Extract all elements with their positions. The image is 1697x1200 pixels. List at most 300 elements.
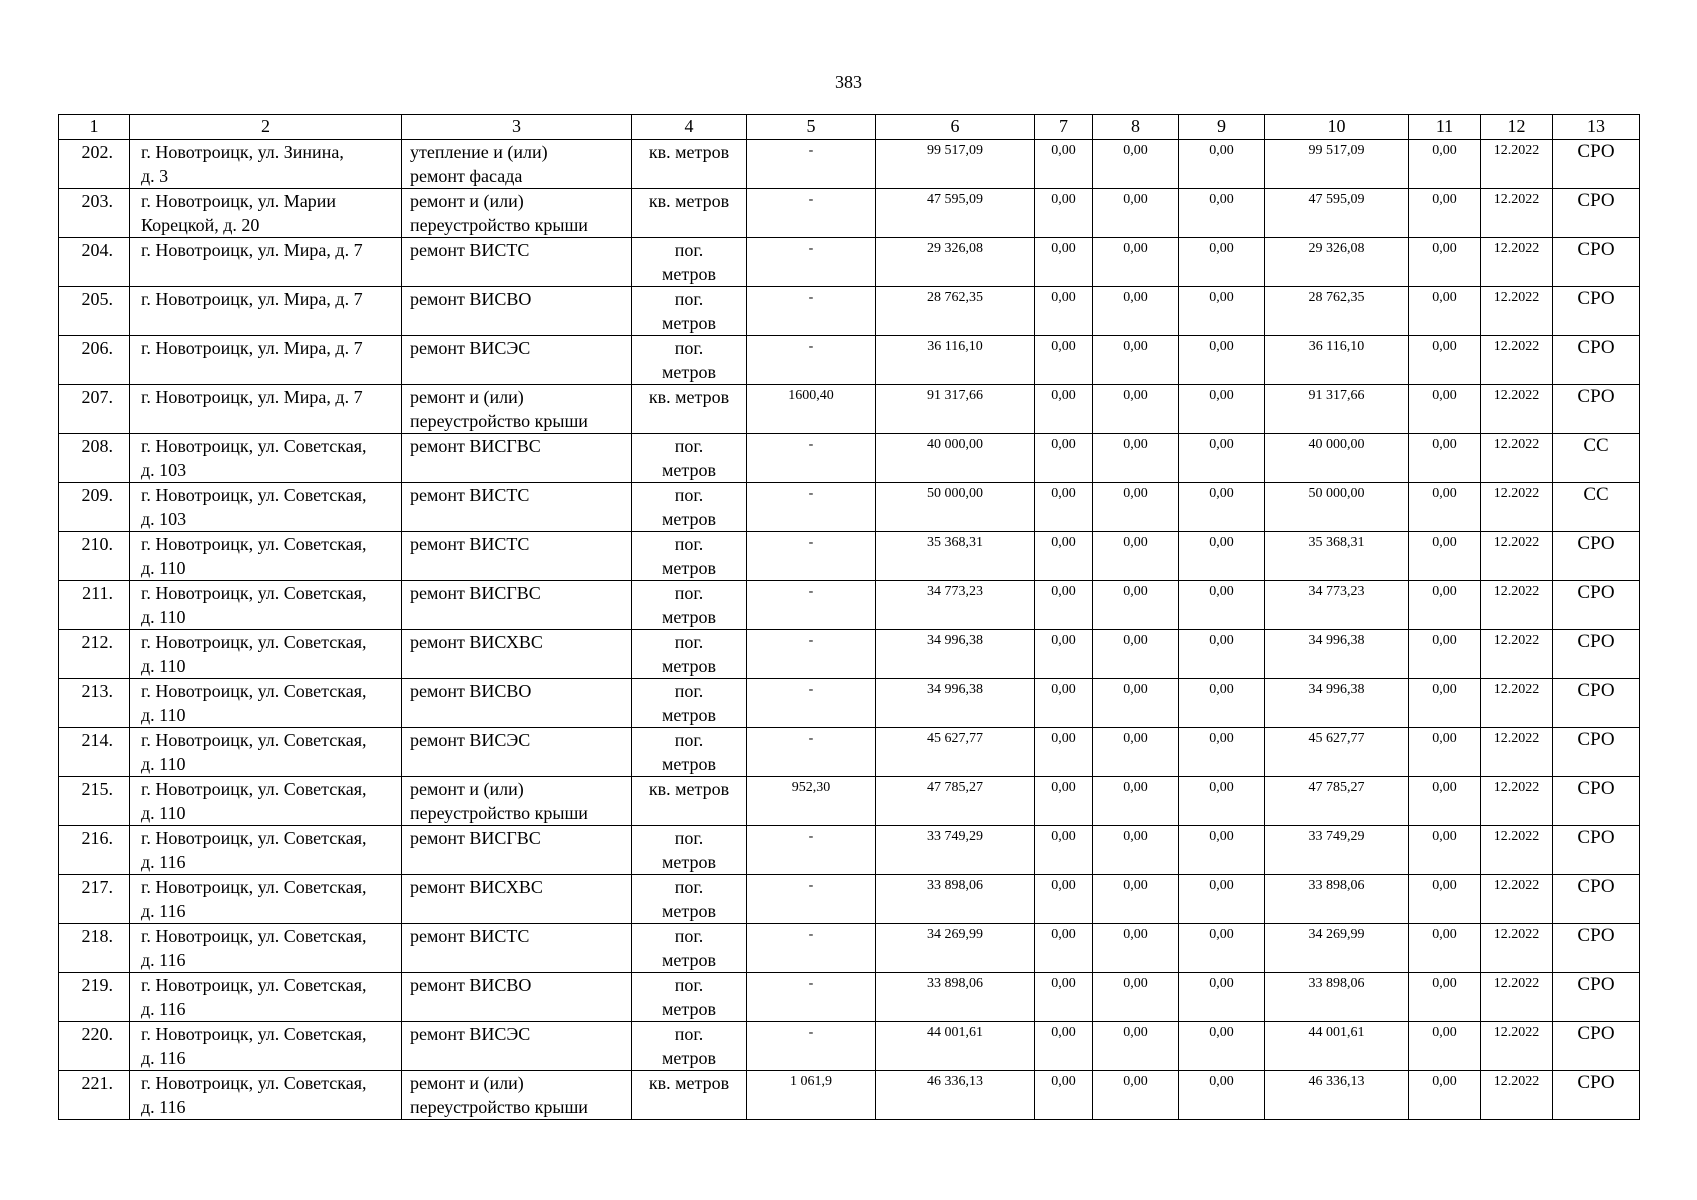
address-cell: [130, 140, 402, 189]
col7-cell: [1035, 434, 1093, 483]
table-row: [59, 434, 1640, 483]
col8-cell-line-1: 0,00: [1123, 437, 1148, 452]
work-type-cell: [402, 189, 632, 238]
completion-date-cell-line-1: 12.2022: [1493, 290, 1540, 305]
col11-cell-line-1: 0,00: [1432, 633, 1457, 648]
row-number: [59, 532, 130, 581]
unit-cell-line-1: пог.: [674, 485, 704, 505]
quantity-cell-line-1: -: [808, 584, 814, 599]
executor-cell-line-1: СРО: [1577, 680, 1615, 701]
address-cell-line-1: г. Новотроицк, ул. Мира, д. 7: [141, 387, 363, 407]
completion-date-cell-line-1: 12.2022: [1493, 388, 1540, 403]
col7-cell: [1035, 336, 1093, 385]
unit-cell: [632, 924, 747, 973]
quantity-cell-line-1: -: [808, 339, 814, 354]
executor-cell: [1553, 973, 1640, 1022]
col10-cell-line-1: 36 116,10: [1308, 339, 1365, 354]
row-number: [59, 1071, 130, 1120]
row-number-line-1: 218.: [81, 926, 113, 946]
row-number: [59, 875, 130, 924]
col11-cell: [1409, 287, 1481, 336]
total-cost-cell: [876, 483, 1035, 532]
row-number-line-1: 205.: [81, 289, 113, 309]
quantity-cell: [747, 336, 876, 385]
quantity-cell-line-1: -: [808, 633, 814, 648]
total-cost-cell-line-1: 34 269,99: [927, 927, 983, 942]
table-row: [59, 189, 1640, 238]
address-cell: [130, 483, 402, 532]
col10-cell-line-1: 34 773,23: [1308, 584, 1365, 599]
address-cell-line-2: д. 110: [141, 656, 186, 676]
col9-cell-line-1: 0,00: [1209, 192, 1234, 207]
completion-date-cell: [1481, 238, 1553, 287]
work-type-cell: [402, 238, 632, 287]
unit-cell: [632, 189, 747, 238]
address-cell-line-2: д. 116: [141, 999, 186, 1019]
col7-cell-line-1: 0,00: [1051, 878, 1076, 893]
unit-cell-line-1: пог.: [674, 681, 704, 701]
col7-cell: [1035, 1022, 1093, 1071]
work-type-cell: [402, 679, 632, 728]
col8-cell-line-1: 0,00: [1123, 143, 1148, 158]
completion-date-cell: [1481, 924, 1553, 973]
completion-date-cell-line-1: 12.2022: [1493, 731, 1540, 746]
completion-date-cell: [1481, 532, 1553, 581]
col8-cell-line-1: 0,00: [1123, 339, 1148, 354]
col10-cell: [1265, 679, 1409, 728]
col11-cell-line-1: 0,00: [1432, 339, 1457, 354]
address-cell-line-1: г. Новотроицк, ул. Советская,: [141, 926, 367, 946]
unit-cell: [632, 875, 747, 924]
col7-cell-line-1: 0,00: [1051, 535, 1076, 550]
executor-cell: [1553, 728, 1640, 777]
col10-cell-line-1: 46 336,13: [1308, 1074, 1365, 1089]
completion-date-cell: [1481, 875, 1553, 924]
col10-cell: [1265, 140, 1409, 189]
total-cost-cell-line-1: 46 336,13: [927, 1074, 983, 1089]
col8-cell-line-1: 0,00: [1123, 878, 1148, 893]
executor-cell-line-1: СРО: [1577, 631, 1615, 652]
total-cost-cell-line-1: 36 116,10: [927, 339, 983, 354]
completion-date-cell-line-1: 12.2022: [1493, 780, 1540, 795]
executor-cell: [1553, 385, 1640, 434]
address-cell-line-1: г. Новотроицк, ул. Зинина,: [141, 142, 344, 162]
col9-cell: [1179, 875, 1265, 924]
table-row: [59, 581, 1640, 630]
unit-cell-line-2: метров: [662, 264, 716, 284]
address-cell-line-2: д. 116: [141, 1097, 186, 1117]
executor-cell-line-1: СРО: [1577, 925, 1615, 946]
quantity-cell-line-1: -: [808, 682, 814, 697]
work-type-cell: [402, 777, 632, 826]
address-cell-line-2: д. 116: [141, 950, 186, 970]
total-cost-cell: [876, 336, 1035, 385]
unit-cell-line-1: пог.: [674, 632, 704, 652]
executor-cell-line-1: СРО: [1577, 778, 1615, 799]
col8-cell-line-1: 0,00: [1123, 241, 1148, 256]
col7-cell: [1035, 630, 1093, 679]
completion-date-cell: [1481, 434, 1553, 483]
table-row: [59, 1071, 1640, 1120]
col9-cell-line-1: 0,00: [1209, 1025, 1234, 1040]
work-type-cell: [402, 875, 632, 924]
col8-cell: [1093, 826, 1179, 875]
unit-cell-line-2: метров: [662, 509, 716, 529]
col8-cell: [1093, 679, 1179, 728]
row-number-line-1: 217.: [81, 877, 113, 897]
col11-cell: [1409, 875, 1481, 924]
total-cost-cell: [876, 287, 1035, 336]
work-type-cell: [402, 287, 632, 336]
row-number: [59, 630, 130, 679]
col7-cell: [1035, 777, 1093, 826]
unit-cell: [632, 777, 747, 826]
col11-cell: [1409, 728, 1481, 777]
column-header-4: 4: [632, 115, 747, 140]
col8-cell-line-1: 0,00: [1123, 633, 1148, 648]
total-cost-cell-line-1: 34 996,38: [927, 633, 983, 648]
row-number: [59, 385, 130, 434]
quantity-cell: [747, 238, 876, 287]
row-number-line-1: 203.: [81, 191, 113, 211]
col7-cell-line-1: 0,00: [1051, 486, 1076, 501]
address-cell-line-1: г. Новотроицк, ул. Мира, д. 7: [141, 338, 363, 358]
row-number-line-1: 215.: [81, 779, 113, 799]
col7-cell: [1035, 140, 1093, 189]
unit-cell: [632, 1022, 747, 1071]
col7-cell: [1035, 238, 1093, 287]
col10-cell-line-1: 34 996,38: [1308, 682, 1365, 697]
work-type-cell: [402, 924, 632, 973]
col11-cell: [1409, 189, 1481, 238]
address-cell-line-1: г. Новотроицк, ул. Советская,: [141, 534, 367, 554]
unit-cell-line-2: метров: [662, 313, 716, 333]
row-number-line-1: 207.: [81, 387, 113, 407]
total-cost-cell: [876, 581, 1035, 630]
col9-cell-line-1: 0,00: [1209, 927, 1234, 942]
col10-cell-line-1: 29 326,08: [1308, 241, 1365, 256]
table-row: [59, 483, 1640, 532]
table-row: [59, 973, 1640, 1022]
row-number: [59, 581, 130, 630]
total-cost-cell: [876, 189, 1035, 238]
address-cell: [130, 287, 402, 336]
total-cost-cell: [876, 679, 1035, 728]
total-cost-cell-line-1: 34 773,23: [927, 584, 983, 599]
table-row: [59, 777, 1640, 826]
col7-cell-line-1: 0,00: [1051, 290, 1076, 305]
executor-cell-line-1: СРО: [1577, 239, 1615, 260]
col7-cell: [1035, 483, 1093, 532]
executor-cell: [1553, 875, 1640, 924]
row-number: [59, 140, 130, 189]
col9-cell: [1179, 728, 1265, 777]
col7-cell-line-1: 0,00: [1051, 1074, 1076, 1089]
col11-cell-line-1: 0,00: [1432, 927, 1457, 942]
col10-cell-line-1: 47 785,27: [1308, 780, 1365, 795]
quantity-cell: [747, 287, 876, 336]
col7-cell: [1035, 532, 1093, 581]
quantity-cell-line-1: -: [808, 535, 814, 550]
completion-date-cell: [1481, 483, 1553, 532]
col10-cell-line-1: 45 627,77: [1308, 731, 1365, 746]
completion-date-cell: [1481, 385, 1553, 434]
completion-date-cell-line-1: 12.2022: [1493, 535, 1540, 550]
col7-cell-line-1: 0,00: [1051, 339, 1076, 354]
col8-cell: [1093, 434, 1179, 483]
col7-cell: [1035, 1071, 1093, 1120]
col11-cell-line-1: 0,00: [1432, 241, 1457, 256]
completion-date-cell-line-1: 12.2022: [1493, 682, 1540, 697]
executor-cell: [1553, 532, 1640, 581]
unit-cell-line-1: пог.: [674, 338, 704, 358]
total-cost-cell: [876, 875, 1035, 924]
col8-cell: [1093, 483, 1179, 532]
work-type-cell-line-1: ремонт ВИСТС: [410, 534, 530, 554]
col11-cell: [1409, 140, 1481, 189]
column-header-10: 10: [1265, 115, 1409, 140]
col8-cell: [1093, 777, 1179, 826]
executor-cell-line-1: СРО: [1577, 386, 1615, 407]
row-number: [59, 238, 130, 287]
work-type-cell-line-2: переустройство крыши: [410, 215, 588, 235]
col9-cell-line-1: 0,00: [1209, 290, 1234, 305]
unit-cell-line-1: кв. метров: [648, 387, 730, 407]
col11-cell: [1409, 1022, 1481, 1071]
page-number: 383: [835, 72, 862, 92]
address-cell-line-1: г. Новотроицк, ул. Мира, д. 7: [141, 240, 363, 260]
table-row: [59, 728, 1640, 777]
completion-date-cell: [1481, 728, 1553, 777]
unit-cell-line-2: метров: [662, 999, 716, 1019]
row-number-line-1: 208.: [81, 436, 113, 456]
executor-cell-line-1: СРО: [1577, 337, 1615, 358]
col8-cell-line-1: 0,00: [1123, 388, 1148, 403]
quantity-cell: [747, 679, 876, 728]
executor-cell: [1553, 287, 1640, 336]
unit-cell-line-1: пог.: [674, 289, 704, 309]
col9-cell: [1179, 630, 1265, 679]
col10-cell: [1265, 385, 1409, 434]
work-type-cell-line-1: ремонт ВИСВО: [410, 975, 532, 995]
row-number: [59, 728, 130, 777]
col8-cell-line-1: 0,00: [1123, 976, 1148, 991]
address-cell-line-1: г. Новотроицк, ул. Мира, д. 7: [141, 289, 363, 309]
col9-cell-line-1: 0,00: [1209, 731, 1234, 746]
work-type-cell: [402, 1022, 632, 1071]
address-cell: [130, 434, 402, 483]
quantity-cell: [747, 777, 876, 826]
work-type-cell-line-1: ремонт ВИСВО: [410, 289, 532, 309]
work-type-cell: [402, 728, 632, 777]
col10-cell-line-1: 44 001,61: [1308, 1025, 1365, 1040]
executor-cell: [1553, 483, 1640, 532]
quantity-cell-line-1: -: [808, 437, 814, 452]
unit-cell-line-1: пог.: [674, 436, 704, 456]
table-row: [59, 140, 1640, 189]
work-type-cell-line-1: ремонт и (или): [410, 1073, 524, 1093]
col10-cell: [1265, 581, 1409, 630]
col7-cell-line-1: 0,00: [1051, 1025, 1076, 1040]
col11-cell-line-1: 0,00: [1432, 143, 1457, 158]
quantity-cell-line-1: 952,30: [791, 780, 831, 795]
executor-cell-line-1: СРО: [1577, 141, 1615, 162]
work-type-cell: [402, 483, 632, 532]
row-number-line-1: 220.: [81, 1024, 113, 1044]
row-number: [59, 287, 130, 336]
unit-cell-line-1: кв. метров: [648, 779, 730, 799]
col10-cell: [1265, 434, 1409, 483]
quantity-cell-line-1: -: [808, 486, 814, 501]
col10-cell-line-1: 33 898,06: [1308, 878, 1365, 893]
completion-date-cell-line-1: 12.2022: [1493, 192, 1540, 207]
quantity-cell-line-1: -: [808, 1025, 814, 1040]
col7-cell-line-1: 0,00: [1051, 388, 1076, 403]
completion-date-cell: [1481, 140, 1553, 189]
unit-cell-line-1: пог.: [674, 877, 704, 897]
total-cost-cell-line-1: 33 898,06: [927, 976, 983, 991]
executor-cell-line-1: СРО: [1577, 729, 1615, 750]
col11-cell: [1409, 434, 1481, 483]
row-number: [59, 434, 130, 483]
col8-cell-line-1: 0,00: [1123, 1074, 1148, 1089]
unit-cell: [632, 287, 747, 336]
col8-cell-line-1: 0,00: [1123, 192, 1148, 207]
col9-cell-line-1: 0,00: [1209, 829, 1234, 844]
executor-cell: [1553, 679, 1640, 728]
executor-cell-line-1: СРО: [1577, 876, 1615, 897]
quantity-cell: [747, 924, 876, 973]
quantity-cell: [747, 630, 876, 679]
unit-cell-line-1: пог.: [674, 1024, 704, 1044]
work-type-cell: [402, 973, 632, 1022]
address-cell-line-2: Корецкой, д. 20: [141, 215, 260, 235]
address-cell-line-1: г. Новотроицк, ул. Советская,: [141, 828, 367, 848]
work-type-cell-line-1: ремонт ВИСЭС: [410, 730, 531, 750]
completion-date-cell-line-1: 12.2022: [1493, 143, 1540, 158]
col11-cell-line-1: 0,00: [1432, 878, 1457, 893]
unit-cell: [632, 336, 747, 385]
work-type-cell: [402, 140, 632, 189]
quantity-cell: [747, 385, 876, 434]
row-number-line-1: 219.: [81, 975, 113, 995]
work-type-cell: [402, 336, 632, 385]
col9-cell: [1179, 973, 1265, 1022]
address-cell-line-1: г. Новотроицк, ул. Советская,: [141, 1073, 367, 1093]
unit-cell: [632, 826, 747, 875]
address-cell: [130, 385, 402, 434]
repair-plan-table: [58, 114, 1640, 1120]
quantity-cell-line-1: 1600,40: [788, 388, 834, 403]
work-type-cell: [402, 1071, 632, 1120]
work-type-cell-line-1: ремонт ВИСГВС: [410, 583, 541, 603]
col9-cell-line-1: 0,00: [1209, 780, 1234, 795]
quantity-cell: [747, 728, 876, 777]
col8-cell-line-1: 0,00: [1123, 780, 1148, 795]
address-cell-line-1: г. Новотроицк, ул. Советская,: [141, 779, 367, 799]
work-type-cell-line-1: ремонт ВИСХВС: [410, 877, 543, 897]
unit-cell-line-1: пог.: [674, 730, 704, 750]
work-type-cell-line-1: ремонт ВИСТС: [410, 926, 530, 946]
work-type-cell-line-2: ремонт фасада: [410, 166, 523, 186]
unit-cell-line-1: пог.: [674, 534, 704, 554]
col8-cell-line-1: 0,00: [1123, 731, 1148, 746]
completion-date-cell: [1481, 1071, 1553, 1120]
unit-cell-line-2: метров: [662, 852, 716, 872]
col8-cell: [1093, 140, 1179, 189]
unit-cell-line-2: метров: [662, 950, 716, 970]
col10-cell-line-1: 50 000,00: [1308, 486, 1365, 501]
address-cell-line-1: г. Новотроицк, ул. Советская,: [141, 485, 367, 505]
table-row: [59, 238, 1640, 287]
col10-cell: [1265, 924, 1409, 973]
table-row: [59, 924, 1640, 973]
quantity-cell-line-1: -: [808, 192, 814, 207]
unit-cell: [632, 483, 747, 532]
address-cell-line-1: г. Новотроицк, ул. Марии: [141, 191, 337, 211]
col7-cell-line-1: 0,00: [1051, 780, 1076, 795]
col11-cell-line-1: 0,00: [1432, 486, 1457, 501]
quantity-cell: [747, 140, 876, 189]
address-cell-line-1: г. Новотроицк, ул. Советская,: [141, 681, 367, 701]
completion-date-cell: [1481, 777, 1553, 826]
col9-cell: [1179, 189, 1265, 238]
work-type-cell: [402, 532, 632, 581]
work-type-cell: [402, 826, 632, 875]
address-cell-line-2: д. 3: [141, 166, 169, 186]
col10-cell: [1265, 1022, 1409, 1071]
table-row: [59, 826, 1640, 875]
completion-date-cell-line-1: 12.2022: [1493, 878, 1540, 893]
unit-cell-line-1: пог.: [674, 828, 704, 848]
col8-cell-line-1: 0,00: [1123, 486, 1148, 501]
col9-cell-line-1: 0,00: [1209, 339, 1234, 354]
row-number-line-1: 206.: [81, 338, 113, 358]
col11-cell: [1409, 532, 1481, 581]
col11-cell: [1409, 924, 1481, 973]
row-number: [59, 189, 130, 238]
address-cell-line-1: г. Новотроицк, ул. Советская,: [141, 583, 367, 603]
unit-cell-line-2: метров: [662, 656, 716, 676]
unit-cell: [632, 1071, 747, 1120]
col8-cell: [1093, 385, 1179, 434]
column-header-1: 1: [59, 115, 130, 140]
col9-cell-line-1: 0,00: [1209, 388, 1234, 403]
table-body: [59, 140, 1640, 1120]
total-cost-cell: [876, 140, 1035, 189]
column-header-8: 8: [1093, 115, 1179, 140]
completion-date-cell: [1481, 189, 1553, 238]
total-cost-cell: [876, 924, 1035, 973]
address-cell-line-1: г. Новотроицк, ул. Советская,: [141, 436, 367, 456]
work-type-cell: [402, 385, 632, 434]
completion-date-cell-line-1: 12.2022: [1493, 976, 1540, 991]
col9-cell: [1179, 434, 1265, 483]
row-number-line-1: 212.: [81, 632, 113, 652]
col7-cell-line-1: 0,00: [1051, 731, 1076, 746]
work-type-cell-line-2: переустройство крыши: [410, 411, 588, 431]
address-cell-line-2: д. 103: [141, 460, 187, 480]
quantity-cell: [747, 434, 876, 483]
col9-cell-line-1: 0,00: [1209, 584, 1234, 599]
address-cell: [130, 532, 402, 581]
address-cell-line-2: д. 116: [141, 1048, 186, 1068]
col11-cell: [1409, 385, 1481, 434]
col7-cell-line-1: 0,00: [1051, 143, 1076, 158]
address-cell-line-2: д. 116: [141, 901, 186, 921]
completion-date-cell-line-1: 12.2022: [1493, 241, 1540, 256]
work-type-cell-line-1: ремонт ВИСТС: [410, 240, 530, 260]
